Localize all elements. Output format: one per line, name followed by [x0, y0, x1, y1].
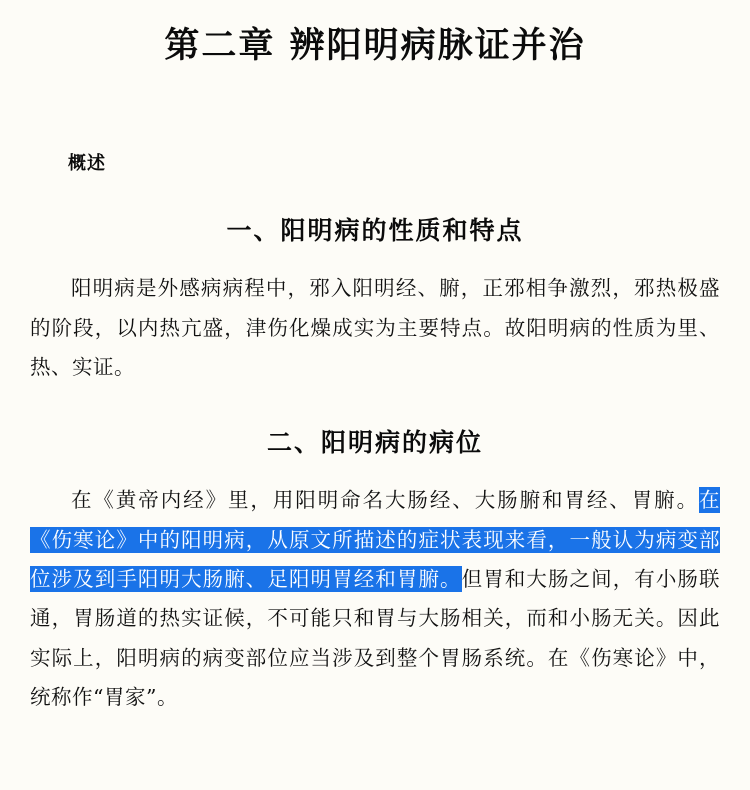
section-paragraph-2: [30, 481, 720, 717]
paragraph-text-lead: 在《黄帝内经》里，用阳明命名大肠经、大肠腑和胃经、胃腑。: [71, 488, 699, 513]
overview-label: 概述: [68, 153, 106, 175]
highlighted-selection[interactable]: 在《伤寒论》中的阳明病，从原文所描述的症状表现来看，一般认为病变部位涉及到手阳明大肠腑、足阳明胃经和胃腑。: [30, 488, 720, 592]
section-heading-2: 二、阳明病的病位: [266, 428, 483, 458]
section-heading-1: 一、阳明病的性质和特点: [226, 216, 524, 246]
paragraph-text-tail: 但胃和大肠之间，有小肠联通，胃肠道的热实证候，不可能只和胃与大肠相关，而和小肠无关。因此实际上，阳明病的病变部位应当涉及到整个胃肠系统。在《伤寒论》中，统称作“胃家”。: [30, 567, 721, 710]
chapter-title: 第二章 辨阳明病脉证并治: [164, 25, 586, 66]
document-page: [0, 22, 750, 790]
section-paragraph-1: [30, 269, 720, 387]
paragraph-text: 阳明病是外感病病程中，邪入阳明经、腑，正邪相争激烈，邪热极盛的阶段，以内热亢盛，津伤化燥成实为主要特点。故阳明病的性质为里、热、实证。: [30, 276, 720, 379]
